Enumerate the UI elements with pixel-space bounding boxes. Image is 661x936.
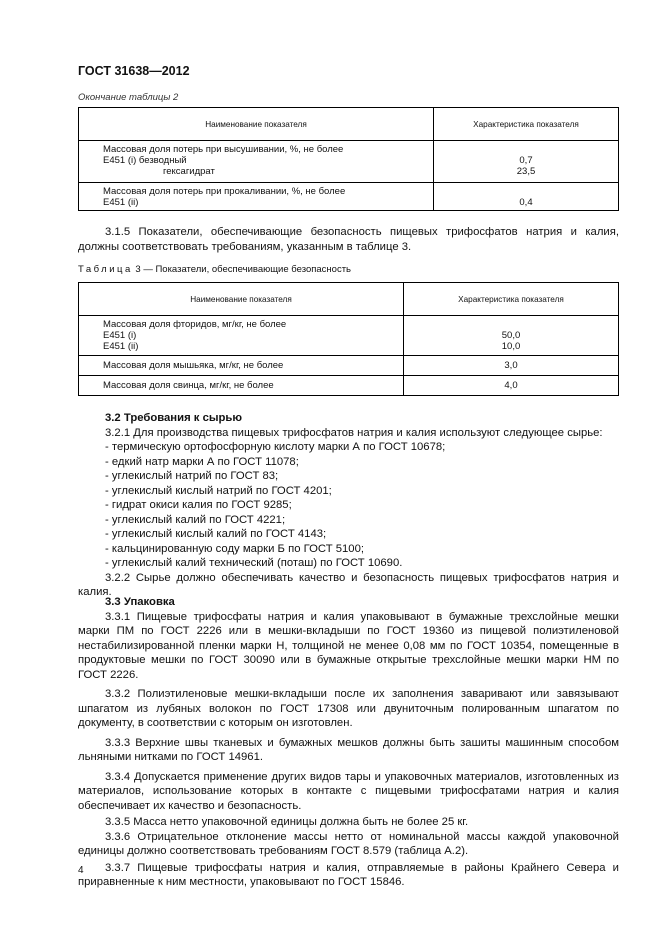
list-item: - едкий натр марки А по ГОСТ 11078; xyxy=(105,455,299,468)
value: 0,7 xyxy=(519,155,533,167)
paragraph-text: 3.3.1 Пищевые трифосфаты натрия и калия упаковывают в бумажные трехслойные мешки марки ПМ по ГОСТ 2226 или в мешки-вкладыши по ГОСТ 19360 из пищевой полиэтиленовой нестабилизированной пленки марки Н, толщиной не менее 0,08 мм по ГОСТ 10354, помещенные в продуктовые мешки по ГОСТ 30090 или в бумажные открытые трехслойные мешки марки НМ по ГОСТ 2226. xyxy=(78,610,619,681)
value: 0,4 xyxy=(519,197,533,209)
section-heading: 3.2 Требования к сырью xyxy=(105,412,243,424)
row-label: Массовая доля мышьяка, мг/кг, не более xyxy=(79,356,404,376)
row-label: гексагидрат xyxy=(163,166,215,178)
row-value xyxy=(434,141,619,183)
row-label: Массовая доля потерь при прокаливании, %, не более xyxy=(103,186,346,197)
row-label: Е451 (ii) xyxy=(103,341,139,353)
paragraph-3-1-5 xyxy=(78,225,619,254)
paragraph-text: 3.3.7 Пищевые трифосфаты натрия и калия, отправляемые в районы Крайнего Севера и приравненные к ним местности, упаковывают по ГОСТ 15846. xyxy=(78,861,619,888)
caption-word: Таблица xyxy=(78,264,133,275)
paragraph-text: 3.1.5 Показатели, обеспечивающие безопасность пищевых трифосфатов натрия и калия, должны соответствовать требованиям, указанным в таблице 3. xyxy=(78,226,619,253)
row-label: Массовая доля свинца, мг/кг, не более xyxy=(79,376,404,396)
table-row xyxy=(79,316,619,356)
table-row xyxy=(79,356,619,376)
row-label: Е451 (ii) xyxy=(103,197,139,209)
section-3-3 xyxy=(78,595,619,890)
table2-continuation-label: Окончание таблицы 2 xyxy=(78,92,179,103)
table-3 xyxy=(78,282,619,396)
row-value xyxy=(404,316,619,356)
list-item: - углекислый калий по ГОСТ 4221; xyxy=(105,513,286,526)
paragraph-text: 3.3.4 Допускается применение других видов тары и упаковочных материалов, изготовленных из материалов, использование которых в контакте с пищевыми трифосфатами натрия и калия обеспечивает их качество и безопасность. xyxy=(78,770,619,812)
list-item: - углекислый калий технический (поташ) по ГОСТ 10690. xyxy=(105,557,403,569)
paragraph-text: 3.2.2 Сырье должно обеспечивать качество и безопасность пищевых трифосфатов натрия и калия. xyxy=(78,571,619,598)
table-header-row xyxy=(79,108,619,141)
row-label: Е451 (i) безводный xyxy=(103,155,187,167)
value: 23,5 xyxy=(516,166,536,178)
value: 3,0 xyxy=(404,356,619,376)
list-item: - гидрат окиси калия по ГОСТ 9285; xyxy=(105,499,292,511)
table3-caption xyxy=(78,264,351,275)
list-item: - углекислый кислый натрий по ГОСТ 4201; xyxy=(105,484,332,497)
document-id: ГОСТ 31638—2012 xyxy=(78,64,190,78)
paragraph-text: 3.3.6 Отрицательное отклонение массы нетто от номинальной массы каждой упаковочной единицы должно соответствовать требованиям ГОСТ 8.579 (таблица А.2). xyxy=(78,830,619,857)
row-label: Массовая доля фторидов, мг/кг, не более xyxy=(103,319,287,330)
table-header-row xyxy=(79,283,619,316)
row-name xyxy=(79,316,404,356)
row-name xyxy=(79,183,434,211)
row-name xyxy=(79,141,434,183)
table-row xyxy=(79,376,619,396)
value: 10,0 xyxy=(501,341,521,353)
paragraph-text: 3.3.2 Полиэтиленовые мешки-вкладыши после их заполнения заваривают или завязывают шпагатом из лубяных волокон по ГОСТ 17308 или двуниточным полированным шпагатом по документу, в соответствии с которым он изготовлен. xyxy=(78,688,619,729)
row-label: Массовая доля потерь при высушивании, %, не более xyxy=(103,144,344,155)
paragraph-text: 3.3.5 Масса нетто упаковочной единицы должна быть не более 25 кг. xyxy=(105,816,469,828)
section-heading: 3.3 Упаковка xyxy=(105,596,175,608)
column-header: Характеристика показателя xyxy=(434,108,619,141)
column-header: Наименование показателя xyxy=(79,108,434,141)
row-label: Е451 (i) xyxy=(103,330,137,342)
list-item: - углекислый натрий по ГОСТ 83; xyxy=(105,470,279,482)
paragraph-text: 3.3.3 Верхние швы тканевых и бумажных мешков должны быть зашиты машинным способом льняными нитками по ГОСТ 14961. xyxy=(78,736,619,763)
table-row xyxy=(79,183,619,211)
table-2 xyxy=(78,107,619,211)
value: 4,0 xyxy=(404,376,619,396)
page-number: 4 xyxy=(78,865,84,876)
caption-text: 3 — Показатели, обеспечивающие безопасность xyxy=(135,264,351,275)
list-item: - кальцинированную соду марки Б по ГОСТ 5100; xyxy=(105,542,365,555)
list-item: - углекислый кислый калий по ГОСТ 4143; xyxy=(105,528,327,540)
value: 50,0 xyxy=(501,330,521,342)
column-header: Характеристика показателя xyxy=(404,283,619,316)
column-header: Наименование показателя xyxy=(79,283,404,316)
paragraph-text: 3.2.1 Для производства пищевых трифосфатов натрия и калия используют следующее сырье: xyxy=(105,426,603,439)
table-row xyxy=(79,141,619,183)
list-item: - термическую ортофосфорную кислоту марки А по ГОСТ 10678; xyxy=(105,441,446,453)
row-value xyxy=(434,183,619,211)
section-3-2 xyxy=(78,411,619,600)
